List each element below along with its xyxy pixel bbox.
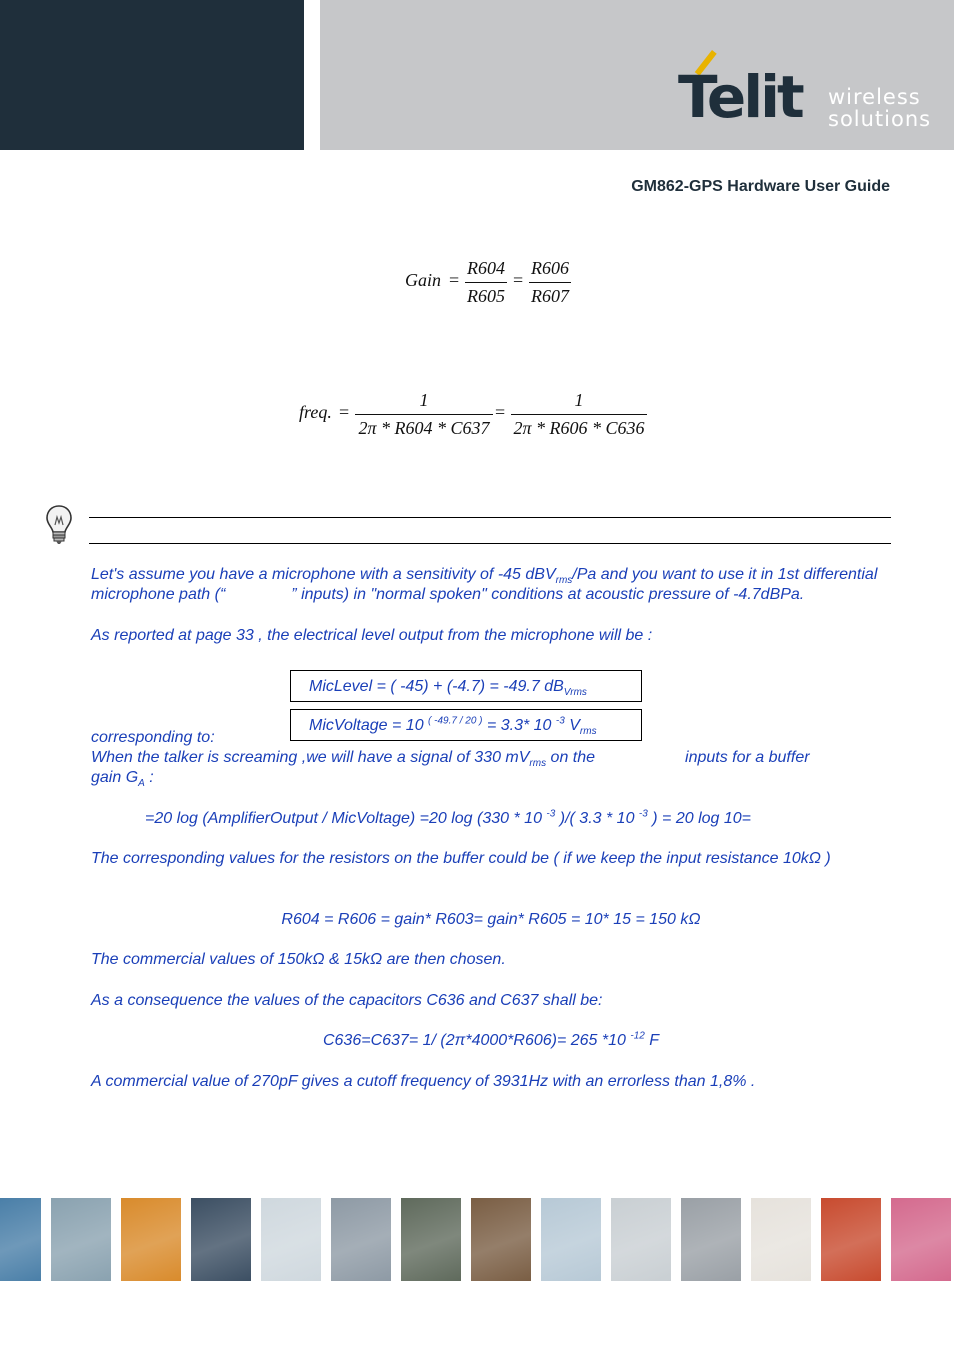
photo-tile [51,1198,111,1281]
logo-tagline-line2: solutions [828,107,932,131]
telit-logo [678,48,932,134]
logo-wordmark: Telit [678,63,802,131]
note-rule-bottom [89,543,891,544]
freq-f2-numerator: 1 [511,390,647,415]
gain-calc-equation: =20 log (AmplifierOutput / MicVoltage) =20 log (330 * 10 $^{-3}$ )/( 3.3 * 10 $^{-3}$ ) = 20 log 10= [145,808,751,827]
gain-f2-denominator: R607 [531,286,569,306]
freq-eq-sign-2: = [495,402,506,422]
gain-equation [405,258,585,310]
freq-f1-numerator: 1 [355,390,493,415]
gain-f1-numerator: R604 [465,258,507,283]
example-paragraph-5: The commercial values of 150kΩ & 15kΩ are then chosen. [91,951,506,968]
photo-tile [891,1198,951,1281]
gain-eq-sign-2: = [513,270,524,290]
lightbulb-icon [44,503,74,547]
photo-tile [821,1198,881,1281]
example-paragraph-6: As a consequence the values of the capacitors C636 and C637 shall be: [91,992,603,1009]
capacitor-equation: C636=C637= 1/ (2π*4000*R606)= 265 *10 $^{-12}$ F [322,1030,660,1049]
photo-tile [121,1198,181,1281]
photo-collage-strip [0,1198,954,1281]
freq-f1-denominator: 2π * R604 * C637 [358,418,490,438]
example-paragraph-2: As reported at page 33 , the electrical level output from the microphone will be : [91,627,653,644]
freq-lhs: freq. [299,402,332,422]
gain-lhs: Gain [405,270,441,290]
corresponding-label: corresponding to: [91,729,215,746]
example-paragraph-1: Let's assume you have a microphone with a sensitivity of -45 dBV$_{rms}$/Pa and you want to use it in 1st differential microphone path (“ ” inputs) in "normal spoken" conditions at acoustic pressure of -4.7dBPa. [91,566,878,603]
freq-eq-sign-1: = [339,402,350,422]
mic-level-box: MicLevel = ( -45) + (-4.7) = -49.7 $dB_{Vrms}$ [290,670,642,702]
mic-voltage-box: MicVoltage = 10 $^{( -49.7 / 20 )}$ = 3.3* 10 $^{-3}$ $V_{rms}$ [290,709,642,741]
photo-tile [401,1198,461,1281]
photo-tile [191,1198,251,1281]
header-dark-panel [0,0,304,150]
example-paragraph-7: A commercial value of 270pF gives a cutoff frequency of 3931Hz with an errorless than 1,8% . [91,1073,756,1090]
photo-tile [261,1198,321,1281]
logo-tagline [828,86,931,130]
photo-tile [0,1198,41,1281]
photo-tile [611,1198,671,1281]
freq-fraction-2 [511,390,647,439]
photo-tile [331,1198,391,1281]
gain-eq-sign-1: = [449,270,460,290]
freq-fraction-1 [355,390,493,439]
gain-fraction-1 [465,258,507,307]
gain-f2-numerator: R606 [529,258,571,283]
example-paragraph-3: When the talker is screaming ,we will have a signal of 330 $mV_{rms}$ on the inputs for a buffer gain $G_A$ : [91,749,810,790]
gain-f1-denominator: R605 [467,286,505,306]
photo-tile [471,1198,531,1281]
photo-tile [751,1198,811,1281]
frequency-equation [299,390,659,442]
resistor-equation: R604 = R606 = gain* R603= gain* R605 = 10* 15 = 150 kΩ [281,911,701,928]
photo-tile [681,1198,741,1281]
freq-f2-denominator: 2π * R606 * C636 [513,418,645,438]
document-title: GM862-GPS Hardware User Guide [631,178,890,195]
logo-tagline-line1: wireless [828,85,921,109]
note-rule-top [89,517,891,518]
example-paragraph-4: The corresponding values for the resistors on the buffer could be ( if we keep the input resistance 10kΩ ) [91,850,831,867]
gain-fraction-2 [529,258,571,307]
photo-tile [541,1198,601,1281]
